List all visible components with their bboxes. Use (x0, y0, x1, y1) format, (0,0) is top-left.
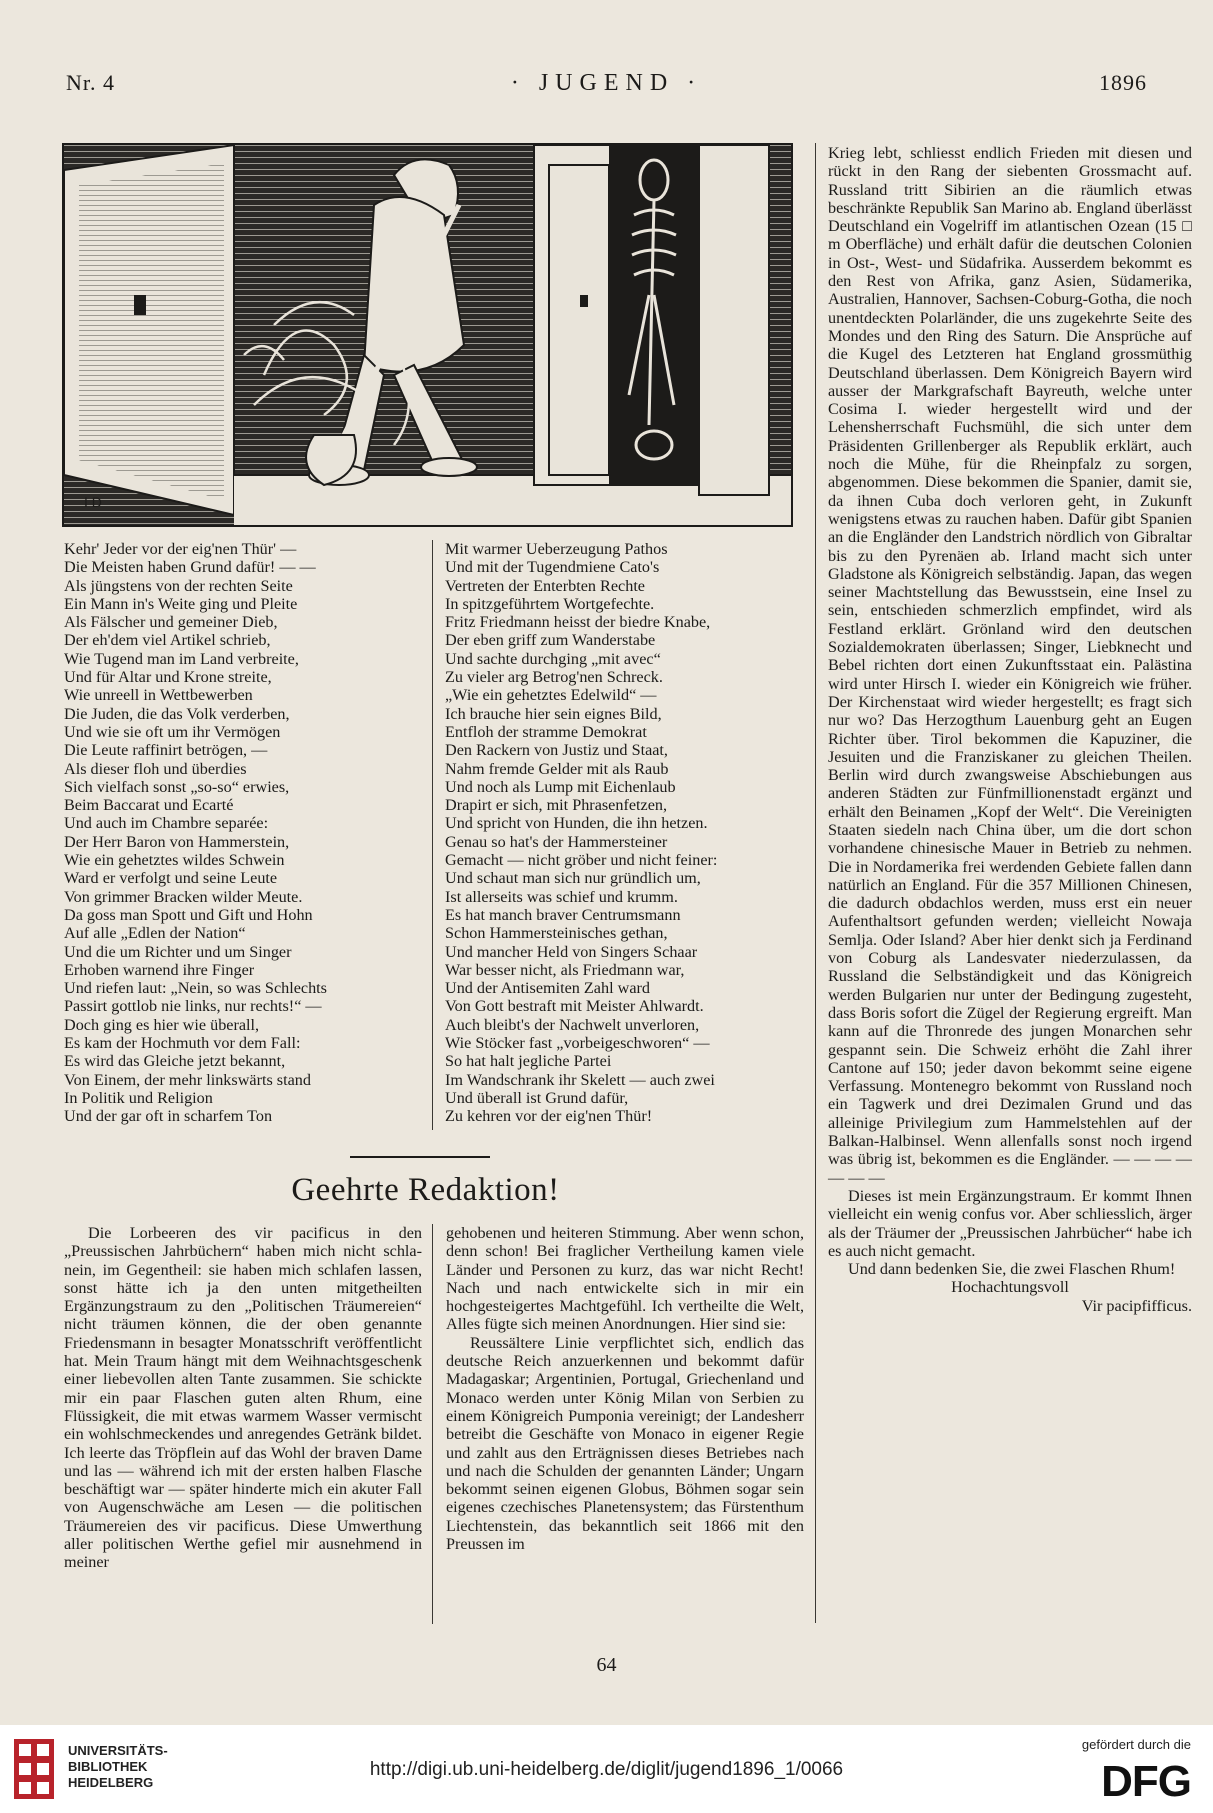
poem-line: Sich vielfach sonst „so-so“ erwies, (64, 777, 290, 796)
poem-column-1 (64, 540, 327, 1126)
year: 1896 (1099, 70, 1147, 95)
poem-line: Vertreten der Enterbten Rechte (445, 576, 645, 595)
institution-line: HEIDELBERG (68, 1775, 154, 1790)
poem-line: Es hat manch braver Centrumsmann (445, 905, 681, 924)
poem-line: Auch bleibt's der Nachwelt unverloren, (445, 1015, 700, 1034)
poem-line: Von grimmer Bracken wilder Meute. (64, 887, 303, 906)
poem-line: Und schaut man sich nur gründlich um, (445, 869, 701, 888)
poem-line: Und die um Richter und um Singer (64, 942, 292, 961)
poem-line: Von Einem, der mehr linkswärts stand (64, 1070, 311, 1089)
poem-line: Gemacht — nicht gröber und nicht feiner: (445, 851, 718, 870)
poem-line: Entfloh der stramme Demokrat (445, 722, 647, 741)
poem-line: Und überall ist Grund dafür, (445, 1088, 629, 1107)
poem-line: Zu vieler arg Betrog'nen Schreck. (445, 668, 663, 687)
poem-line: Es kam der Hochmuth vor dem Fall: (64, 1034, 301, 1053)
poem-line: Genau so hat's der Hammersteiner (445, 832, 668, 851)
poem-line: Und der gar oft in scharfem Ton (64, 1107, 273, 1126)
poem-line: Beim Baccarat und Ecarté (64, 796, 234, 815)
poem-line: Schon Hammersteinisches gethan, (445, 924, 668, 943)
poem-line: Im Wandschrank ihr Skelett — auch zwei (445, 1070, 715, 1089)
institution-line: UNIVERSITÄTS- (68, 1743, 168, 1758)
article-paragraph: gehobenen und heiteren Stimmung. Aber wenn schon, denn schon! Bei fraglicher Vertheilung kamen viele Länder und Personen zu kurz, das war nicht Recht! Nach und nach entwickelte sich in mir ein hochgesteigertes Machtgefühl. Ich vertheilte die Welt, Alles fügte sich meinen Anordnungen. Hier sind sie: (446, 1224, 804, 1334)
poem-line: Und mancher Held von Singers Schaar (445, 942, 698, 961)
closing-salutation: Hochachtungsvoll (951, 1278, 1069, 1297)
poem-line: Der eben griff zum Wanderstabe (445, 631, 656, 650)
dfg-logo: DFG (1101, 1757, 1191, 1806)
magazine-title: · JUGEND · (510, 70, 703, 96)
illustration-monogram: I D (84, 494, 102, 510)
poem-line: Und sachte durchging „mit avec“ (445, 649, 661, 668)
institution-line: BIBLIOTHEK (68, 1759, 148, 1774)
poem-line: Die Juden, die das Volk verderben, (64, 704, 290, 723)
column-divider (815, 143, 816, 1623)
article-paragraph: Und dann bedenken Sie, die zwei Flaschen Rhum! (848, 1260, 1176, 1279)
poem-line: Ich brauche hier sein eignes Bild, (445, 704, 662, 723)
poem-line: Es wird das Gleiche jetzt bekannt, (64, 1052, 286, 1071)
section-separator (350, 1156, 490, 1158)
poem-line: Doch ging es hier wie überall, (64, 1015, 260, 1034)
article-title: Geehrte Redaktion! (291, 1172, 560, 1208)
poem-line: Passirt gottlob nie links, nur rechts!“ — (64, 997, 322, 1016)
column-divider (432, 1224, 433, 1624)
article-paragraph: Reussältere Linie verpflichtet sich, endlich das deutsche Reich anzuerkennen und bekommt dafür Madagaskar; Argentinien, Portugal, Griechenland und Monaco werden unter König Milan von Serbien zu einem Königreich Pumponia vereinigt; der Landesherr betreibt die Geschäfte von Monaco in eigener Regie und zahlt aus den Erträgnissen dieses Betriebes nach und nach die Schulden der genannten Länder; Ungarn bekommt seinen eigenen Globus, Böhmen sogar sein eigenes czechisches Planetensystem; das Fürstenthum Liechtenstein, das bekanntlich seit 1866 mit den Preussen im (446, 1333, 804, 1554)
poem-line: Von Gott bestraft mit Meister Ahlwardt. (445, 997, 704, 1016)
poem-line: So hat halt jegliche Partei (445, 1052, 612, 1071)
poem-line: Und noch als Lump mit Eichenlaub (445, 777, 676, 796)
poem-line: Ein Mann in's Weite ging und Pleite (64, 594, 298, 613)
poem-line: Und für Altar und Krone streite, (64, 668, 272, 687)
poem-line: Und mit der Tugendmiene Cato's (445, 558, 660, 577)
signature: Vir pacipfifficus. (1081, 1296, 1192, 1315)
page-number: 64 (596, 1654, 617, 1676)
poem-line: Und auch im Chambre separée: (64, 814, 269, 833)
poem-line: Nahm fremde Gelder mit als Raub (445, 759, 669, 778)
poem-line: Drapirt er sich, mit Phrasenfetzen, (445, 796, 668, 815)
funding-note: gefördert durch die (1081, 1737, 1191, 1752)
poem-line: Wie ein gehetztes wildes Schwein (64, 851, 285, 870)
poem-line: Als jüngstens von der rechten Seite (64, 576, 293, 595)
poem-line: Erhoben warnend ihre Finger (64, 960, 255, 979)
poem-column-2 (445, 540, 717, 1126)
poem-line: Und spricht von Hunden, die ihn hetzen. (445, 814, 708, 833)
column-divider (432, 540, 433, 1130)
poem-line: Als dieser floh und überdies (64, 759, 247, 778)
poem-line: Wie Stöcker fast „vorbeigeschworen“ — (445, 1034, 710, 1053)
article-column-2 (446, 1224, 804, 1553)
poem-line: In spitzgeführtem Wortgefechte. (445, 594, 655, 613)
article-paragraph: Die Lorbeeren des vir pacificus in den „Preussischen Jahrbüchern“ haben mich nicht schla- nein, im Gegentheil: sie haben mich schlafen lassen, sonst hätte ich ja den unten mitgetheilten Ergänzungstraum zu den „Politischen Träumereien“ nicht träumen können, die der oben genannte Friedensmann in besagter Monatsschrift veröffentlicht hat. Mein Traum hängt mit dem Weihnachtsgeschenk einer liebevollen alten Tante zusammen. Sie schickte mir ein paar Flaschen guten alten Rhum, eine Flüssigkeit, die mit etwas warmem Wasser vermischt ein wohlschmeckendes und anregendes Getränk bildet. Ich leerte das Tröpflein auf das Wohl der braven Dame und las — während ich mit der ersten halben Flasche beschäftigt war — später hinderte mich ein akuter Fall von Augenschwäche am Lesen — die politischen Träumereien des vir pacificus. Diese Umwerthung aller politischen Werthe gefiel mir ausnehmend in meiner (64, 1224, 422, 1572)
article-column-1 (64, 1224, 422, 1572)
poem-line: Auf alle „Edlen der Nation“ (64, 924, 246, 943)
poem-line: Fritz Friedmann heisst der biedre Knabe, (445, 613, 711, 632)
poem-line: Zu kehren vor der eig'nen Thür! (445, 1107, 653, 1126)
article-column-3 (828, 144, 1192, 1315)
article-paragraph: Dieses ist mein Ergänzungstraum. Er kommt Ihnen vielleicht ein wenig confus vor. Aber schliesslich, ärger als der Träumer der „Preussischen Jahrbücher“ habe ich es auch nicht gemacht. (828, 1186, 1192, 1260)
poem-line: Der Herr Baron von Hammerstein, (64, 832, 290, 851)
poem-line: Kehr' Jeder vor der eig'nen Thür' — (64, 540, 297, 558)
poem-line: Die Meisten haben Grund dafür! — — (64, 558, 316, 577)
article-paragraph: Krieg lebt, schliesst endlich Frieden mit diesen und rückt in den Rang der siebenten Grossmacht auf. Russland tritt Sibirien an die räumlich etwas beschränkte Republik San Marino ab. England überlässt Deutschland ein Vogelriff im atlantischen Ozean (15 □ m Oberfläche) und erhält dafür die deutschen Colonien in Ost-, West- und Südafrika. Ausserdem bekommt es den Rest von Afrika, ganz Asien, Südamerika, Australien, Hannover, Sachsen-Coburg-Gotha, die noch unentdeckten Polarländer, die uns zugekehrte Seite des Mondes und den Ring des Saturn. Die Ansprüche auf die Kugel des Letzteren hat England grossmüthig Deutschland überlassen. Dem Königreich Bayern wird ausser der Markgrafschaft Bayreuth, welche unter Cosima I. wieder hergestellt wird und der Lehensherrschaft Fuchsmühl, die sich unter dem Präsidenten Grillenberger als Republik erklärt, auch noch die Mühe, für die Rheinpfalz zu sorgen, abgenommen. Diese bekommen die Spanier, damit sie, da ihnen Cuba doch verloren geht, in Zukunft wenigstens etwas zu rauchen haben. Dafür gibt Spanien an die Engländer den Landstrich nördlich von Gibraltar bis zu den Pyrenäen ab. Irland macht sich unter Gladstone als Königreich selbständig. Japan, das wegen seiner Machtstellung das Bewusstsein, eine Insel zu sein, entschieden schmerzlich empfindet, wird als Festland erklärt. Grönland wird den deutschen Sozialdemokraten überlassen; Singer, Liebknecht und Bebel richten dort einen Zukunftsstaat ein. Palästina wird unter Hirsch I. wieder ein Königreich wie früher. Der Kirchenstaat wird wieder hergestellt; es fragt sich nur wo? Das Herzogthum Lauenburg geht an Eugen Richter über. Tirol bekommen die Kapuziner, die Jesuiten und die Franziskaner zu gleichen Theilen. Berlin wird durch zwangsweise Abschiebungen aus anderen Städten zur Fünfmillionenstadt ergänzt und erhält den Beinamen „Kopf der Welt“. Die Vereinigten Staaten siedeln nach China über, um die dort schon vorhandene chinesische Mauer in Betrieb zu nehmen. Die in Nordamerika frei werdenden Gebiete fallen dann natürlich an England. Für die 357 Millionen Chinesen, die dadurch obdachlos werden, muss erst ein neuer Aufenthaltsort gefunden werden; vielleicht Nowaja Semlja. Oder Island? Aber hier denkt sich ja Ferdinand von Coburg als Landesvater niederzulassen, da Russland die Selbständigkeit und das Königreich werden Bulgarien nur unter der Bedingung zugesteht, dass Boris sofort die Zügel der Regierung ergreift. Man kann auf die Thronrede des jungen Monarchen sehr gespannt sein. Die Schweiz erhöht die Zahl ihrer Cantone auf 150; jeder davon bekommt seine eigene Verfassung. Montenegro bekommt von Russland noch ein Tagwerk und drei Dezimalen Grund und das alleinige Privilegium zum Hammelstehlen auf der Balkan-Halbinsel. Wenn allenfalls sonst noch irgend was übrig ist, bekommen es die Engländer. — — — — — — — (828, 144, 1192, 1187)
digitization-footer (0, 1725, 1213, 1813)
poem-line: Mit warmer Ueberzeugung Pathos (445, 540, 668, 558)
poem-line: Die Leute raffinirt betrögen, — (64, 741, 268, 760)
poem-line: Den Rackern von Justiz und Staat, (445, 741, 668, 760)
poem-line: Wie unreell in Wettbewerben (64, 686, 253, 705)
poem-line: Als Fälscher und gemeiner Dieb, (64, 613, 278, 632)
woodcut-illustration (62, 143, 793, 527)
poem-line: Ward er verfolgt und seine Leute (64, 869, 278, 888)
poem-line: Der eh'dem viel Artikel schrieb, (64, 631, 271, 650)
poem-line: Wie Tugend man im Land verbreite, (64, 649, 299, 668)
poem-line: In Politik und Religion (64, 1088, 213, 1107)
permalink-url[interactable]: http://digi.ub.uni-heidelberg.de/diglit/jugend1896_1/0066 (369, 1759, 844, 1780)
poem-line: Und der Antisemiten Zahl ward (445, 979, 650, 998)
illustration-graphic (64, 145, 791, 525)
poem-line: Da goss man Spott und Gift und Hohn (64, 905, 313, 924)
poem-line: War besser nicht, als Friedmann war, (445, 960, 685, 979)
poem-line: Ist allerseits was schief und krumm. (445, 887, 678, 906)
poem-line: „Wie ein gehetztes Edelwild“ — (445, 686, 657, 705)
poem-line: Und riefen laut: „Nein, so was Schlechts (64, 979, 327, 998)
issue-number: Nr. 4 (66, 70, 115, 95)
poem-line: Und wie sie oft um ihr Vermögen (64, 722, 281, 741)
